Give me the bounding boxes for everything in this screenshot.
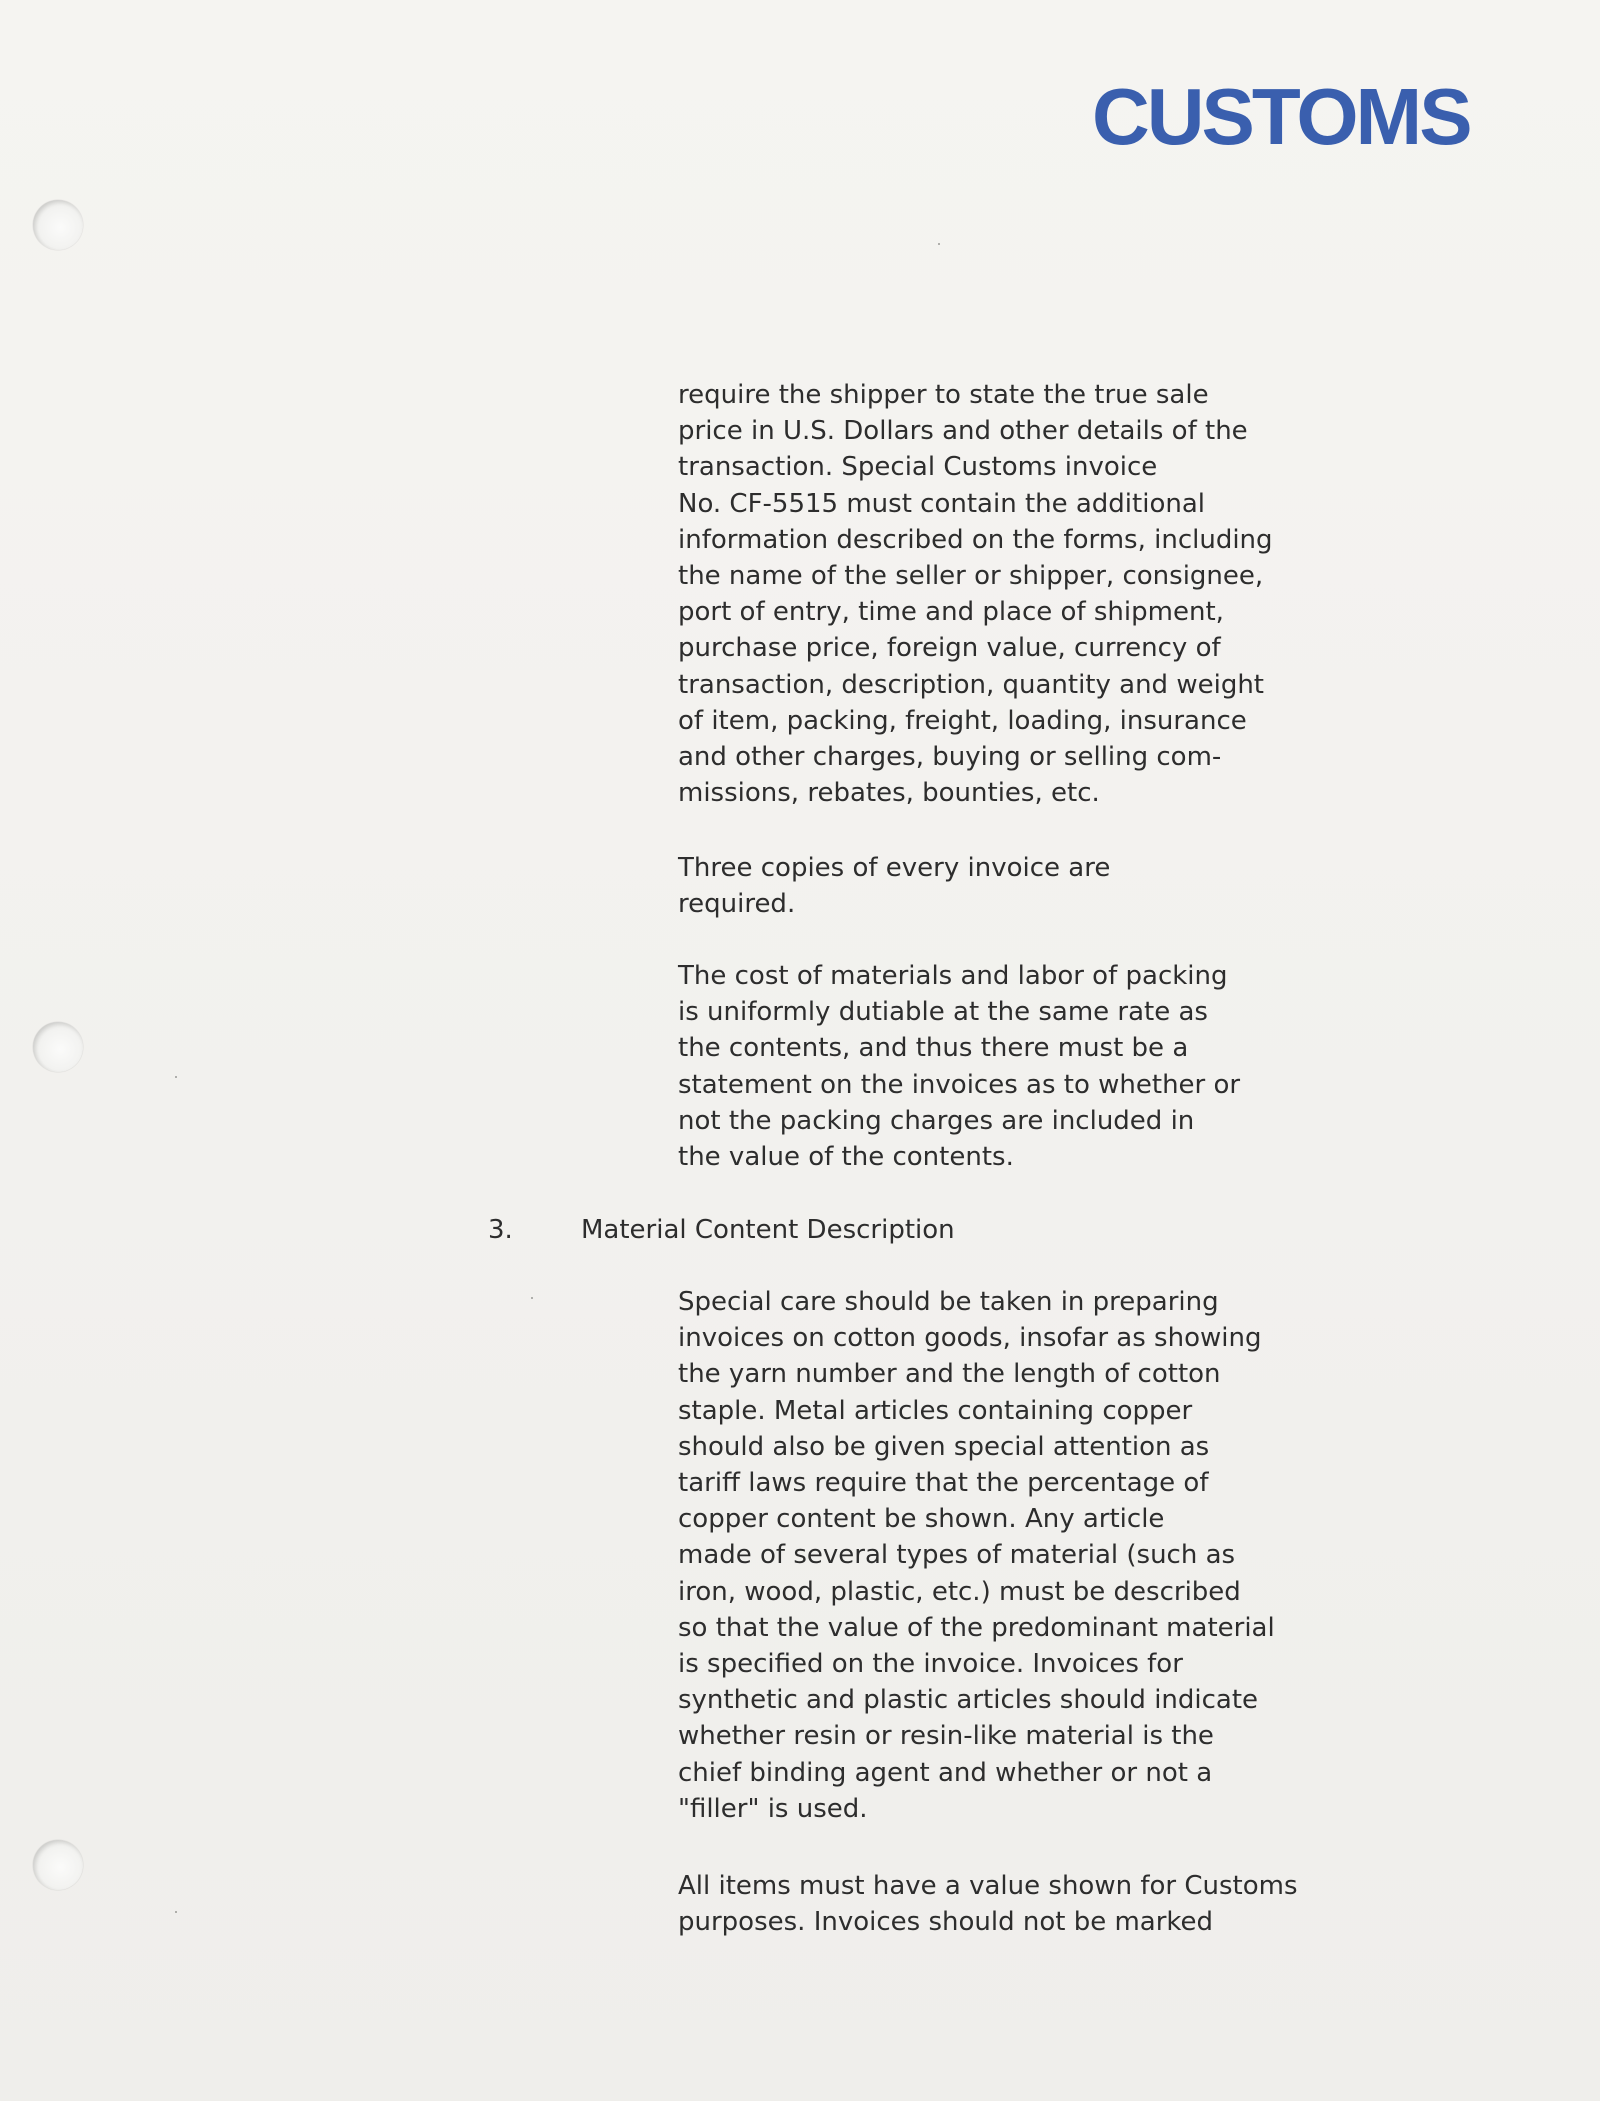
text-line: and other charges, buying or selling com- [678, 742, 1222, 773]
paragraph-invoice-requirements [678, 377, 1398, 811]
paragraph-item-values [678, 1868, 1398, 1940]
text-line: purchase price, foreign value, currency of [678, 633, 1221, 664]
section-heading: Material Content Description [581, 1215, 955, 1245]
text-line: No. CF-5515 must contain the additional [678, 488, 1205, 519]
text-line: Special care should be taken in preparing [678, 1287, 1219, 1317]
paragraph-material-content [678, 1284, 1398, 1827]
text-line: whether resin or resin-like material is the [678, 1721, 1214, 1752]
paragraph-invoice-copies [678, 850, 1398, 922]
binder-hole-bottom [33, 1840, 83, 1890]
text-line: is specified on the invoice. Invoices for [678, 1649, 1183, 1680]
text-line: copper content be shown. Any article [678, 1504, 1165, 1535]
text-line: the name of the seller or shipper, consignee, [678, 561, 1264, 592]
text-line: iron, wood, plastic, etc.) must be described [678, 1576, 1241, 1607]
text-line: purposes. Invoices should not be marked [678, 1907, 1214, 1938]
text-line: All items must have a value shown for Customs [678, 1871, 1298, 1901]
text-line: required. [678, 889, 796, 920]
text-line: invoices on cotton goods, insofar as showing [678, 1323, 1262, 1354]
text-line: information described on the forms, including [678, 524, 1273, 555]
text-line: transaction, description, quantity and weight [678, 669, 1264, 700]
paragraph-packing-cost [678, 958, 1398, 1175]
text-line: staple. Metal articles containing copper [678, 1395, 1193, 1426]
paper-speck [531, 1297, 533, 1299]
paper-speck [175, 1911, 177, 1913]
text-line: missions, rebates, bounties, etc. [678, 778, 1100, 809]
paper-speck [175, 1076, 177, 1078]
text-line: tariff laws require that the percentage of [678, 1468, 1209, 1499]
text-line: statement on the invoices as to whether or [678, 1069, 1241, 1100]
text-line: the yarn number and the length of cotton [678, 1359, 1221, 1390]
text-line: chief binding agent and whether or not a [678, 1757, 1213, 1788]
text-line: port of entry, time and place of shipment, [678, 597, 1224, 628]
paper-speck [938, 243, 940, 245]
text-line: The cost of materials and labor of packing [678, 961, 1228, 991]
text-line: made of several types of material (such as [678, 1540, 1236, 1571]
text-line: should also be given special attention as [678, 1431, 1210, 1462]
text-line: synthetic and plastic articles should indicate [678, 1685, 1259, 1716]
text-line: so that the value of the predominant material [678, 1612, 1275, 1643]
binder-hole-middle [33, 1022, 83, 1072]
binder-hole-top [33, 200, 83, 250]
text-line: require the shipper to state the true sale [678, 380, 1209, 410]
text-line: of item, packing, freight, loading, insurance [678, 705, 1247, 736]
text-line: price in U.S. Dollars and other details of the [678, 416, 1248, 447]
text-line: "filler" is used. [678, 1793, 868, 1824]
section-number: 3. [488, 1215, 513, 1245]
page-header-title: CUSTOMS [1092, 72, 1470, 161]
text-line: the value of the contents. [678, 1142, 1014, 1173]
text-line: transaction. Special Customs invoice [678, 452, 1158, 483]
text-line: the contents, and thus there must be a [678, 1033, 1189, 1064]
text-line: not the packing charges are included in [678, 1105, 1195, 1136]
text-line: is uniformly dutiable at the same rate as [678, 997, 1208, 1028]
text-line: Three copies of every invoice are [678, 853, 1111, 883]
